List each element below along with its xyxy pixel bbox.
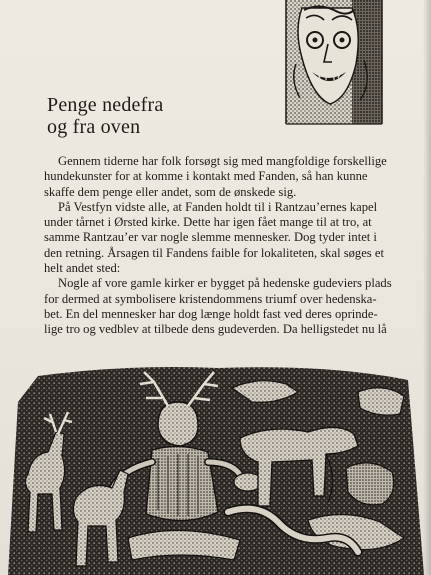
- text-line: skaffe dem penge eller andet, som de ønskede sig.: [44, 184, 297, 199]
- chapter-heading-line-2: og fra oven: [47, 116, 141, 138]
- text-line: Gennem tiderne har folk forsøgt sig med mangfoldige forskellige: [58, 154, 387, 168]
- text-line: Nogle af vore gamle kirker er bygget på hedenske gudeviers plads: [58, 276, 392, 291]
- relief-illustration: [8, 362, 428, 575]
- carved-stone-face-illustration: [282, 0, 386, 128]
- body-text: [44, 154, 416, 338]
- chapter-heading-line-1: Penge nedefra: [47, 94, 164, 116]
- text-line: samme Rantzau’er var nogle slemme mennesker. Dog tyder intet i: [44, 230, 377, 245]
- text-line: den retning. Årsagen til Fandens faible for lokaliteten, skal søges et: [44, 245, 384, 260]
- chapter-heading: [47, 94, 247, 138]
- text-line: På Vestfyn vidste alle, at Fanden holdt til i Rantzau’ernes kapel: [58, 199, 378, 214]
- text-line: for dermed at symbolisere kristendommens triumf over hedenska-: [44, 291, 377, 306]
- text-line: lige tro og vedblev at tilbede dens gudeverden. Da helligstedet nu lå: [44, 322, 387, 337]
- text-line: bet. En del mennesker har dog længe holdt fast ved deres oprinde-: [44, 306, 378, 321]
- text-line: hundekunster for at komme i kontakt med Fanden, så han kunne: [44, 169, 368, 184]
- text-line: under tårnet i Ørsted kirke. Dette har igen fået mange til at tro, at: [44, 215, 372, 230]
- text-line: helt andet sted:: [44, 261, 121, 276]
- page-edge-shadow: [423, 0, 431, 575]
